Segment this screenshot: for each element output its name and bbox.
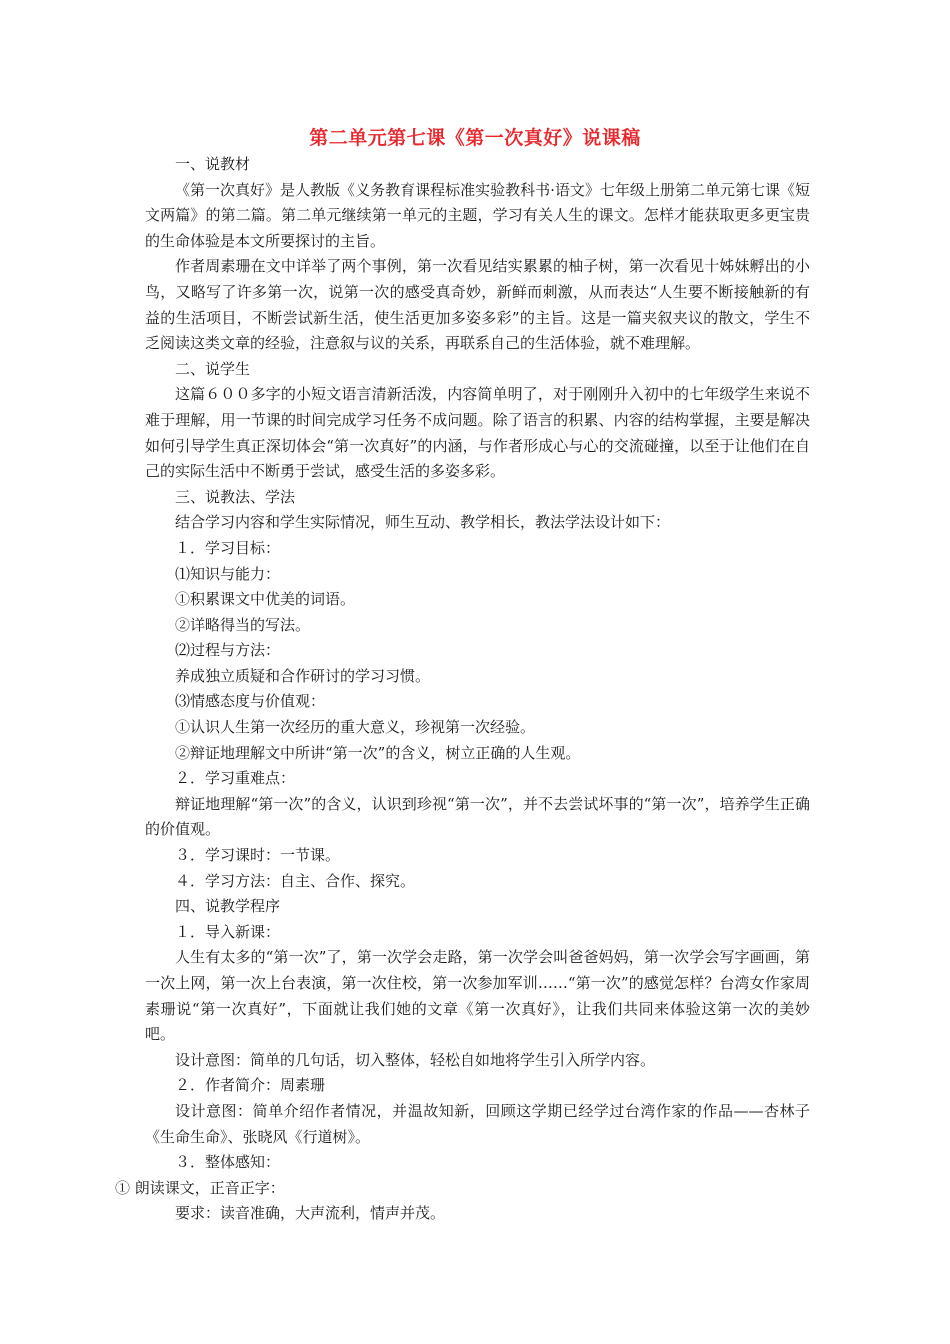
page-title: 第二单元第七课《第一次真好》说课稿 [309, 127, 641, 149]
paragraph: 一、说教材 [175, 155, 251, 173]
paragraph: ２．学习重难点： [175, 769, 296, 788]
paragraph: ４．学习方法：自主、合作、探究。 [175, 871, 416, 890]
paragraph: 设计意图：简单的几句话，切入整体，轻松自如地将学生引入所学内容。 [175, 1050, 656, 1069]
paragraph: 二、说学生 [175, 359, 251, 378]
paragraph: ３．整体感知： [175, 1153, 281, 1172]
paragraph: ３．学习课时：一节课。 [175, 846, 341, 865]
paragraph: ②详略得当的写法。 [175, 615, 311, 634]
paragraph: 辩证地理解“第一次”的含义，认识到珍视“第一次”，并不去尝试坏事的“第一次”，培养学生正确的价值观。 [145, 794, 810, 839]
paragraph: 要求：读音准确，大声流利，情声并茂。 [175, 1204, 446, 1223]
document-body [115, 152, 810, 1227]
paragraph: ①积累课文中优美的词语。 [175, 590, 356, 609]
paragraph: 作者周素珊在文中详举了两个事例，第一次看见结实累累的柚子树，第一次看见十姊妹孵出的小鸟，又略写了许多第一次，说第一次的感受真奇妙，新鲜而刺激，从而表达“人生要不断接触新的有益的生活项目，不断尝试新生活，使生活更加多姿多彩”的主旨。这是一篇夹叙夹议的散文，学生不乏阅读这类文章的经验，注意叙与议的关系，再联系自己的生活体验，就不难理解。 [145, 257, 810, 353]
paragraph: 设计意图：简单介绍作者情况，并温故知新，回顾这学期已经学过台湾作家的作品——杏林子《生命生命》、张晓风《行道树》。 [145, 1101, 810, 1146]
paragraph: ①认识人生第一次经历的重大意义，珍视第一次经验。 [175, 718, 536, 737]
paragraph: 结合学习内容和学生实际情况，师生互动、教学相长，教法学法设计如下： [175, 513, 671, 532]
paragraph: １．导入新课： [175, 922, 281, 941]
paragraph: ⑶情感态度与价值观： [175, 692, 326, 711]
paragraph: ２．作者简介：周素珊 [175, 1076, 326, 1095]
paragraph: 养成独立质疑和合作研讨的学习习惯。 [175, 666, 431, 685]
paragraph: ① 朗读课文，正音正字： [115, 1178, 285, 1197]
paragraph: 《第一次真好》是人教版《义务教育课程标准实验教科书·语文》七年级上册第二单元第七课《短文两篇》的第二篇。第二单元继续第一单元的主题，学习有关人生的课文。怎样才能获取更多更宝贵的生命体验是本文所要探讨的主旨。 [145, 180, 810, 250]
paragraph: 这篇６００多字的小短文语言清新活泼，内容简单明了，对于刚刚升入初中的七年级学生来说不难于理解，用一节课的时间完成学习任务不成问题。除了语言的积累、内容的结构掌握，主要是解决如何引导学生真正深切体会“第一次真好”的内涵，与作者形成心与心的交流碰撞，以至于让他们在自己的实际生活中不断勇于尝试，感受生活的多姿多彩。 [145, 385, 810, 481]
paragraph: 四、说教学程序 [175, 897, 281, 916]
paragraph: ⑵过程与方法： [175, 641, 281, 660]
paragraph: 人生有太多的“第一次”了，第一次学会走路，第一次学会叫爸爸妈妈，第一次学会写字画画，第一次上网，第一次上台表演，第一次住校，第一次参加军训……“第一次”的感觉怎样？台湾女作家周素珊说“第一次真好”，下面就让我们她的文章《第一次真好》，让我们共同来体验这第一次的美妙吧。 [145, 948, 810, 1044]
paragraph: 三、说教法、学法 [175, 487, 296, 506]
paragraph: ②辩证地理解文中所讲“第一次”的含义，树立正确的人生观。 [175, 743, 581, 762]
paragraph: １．学习目标： [175, 538, 281, 557]
paragraph: ⑴知识与能力： [175, 564, 281, 583]
